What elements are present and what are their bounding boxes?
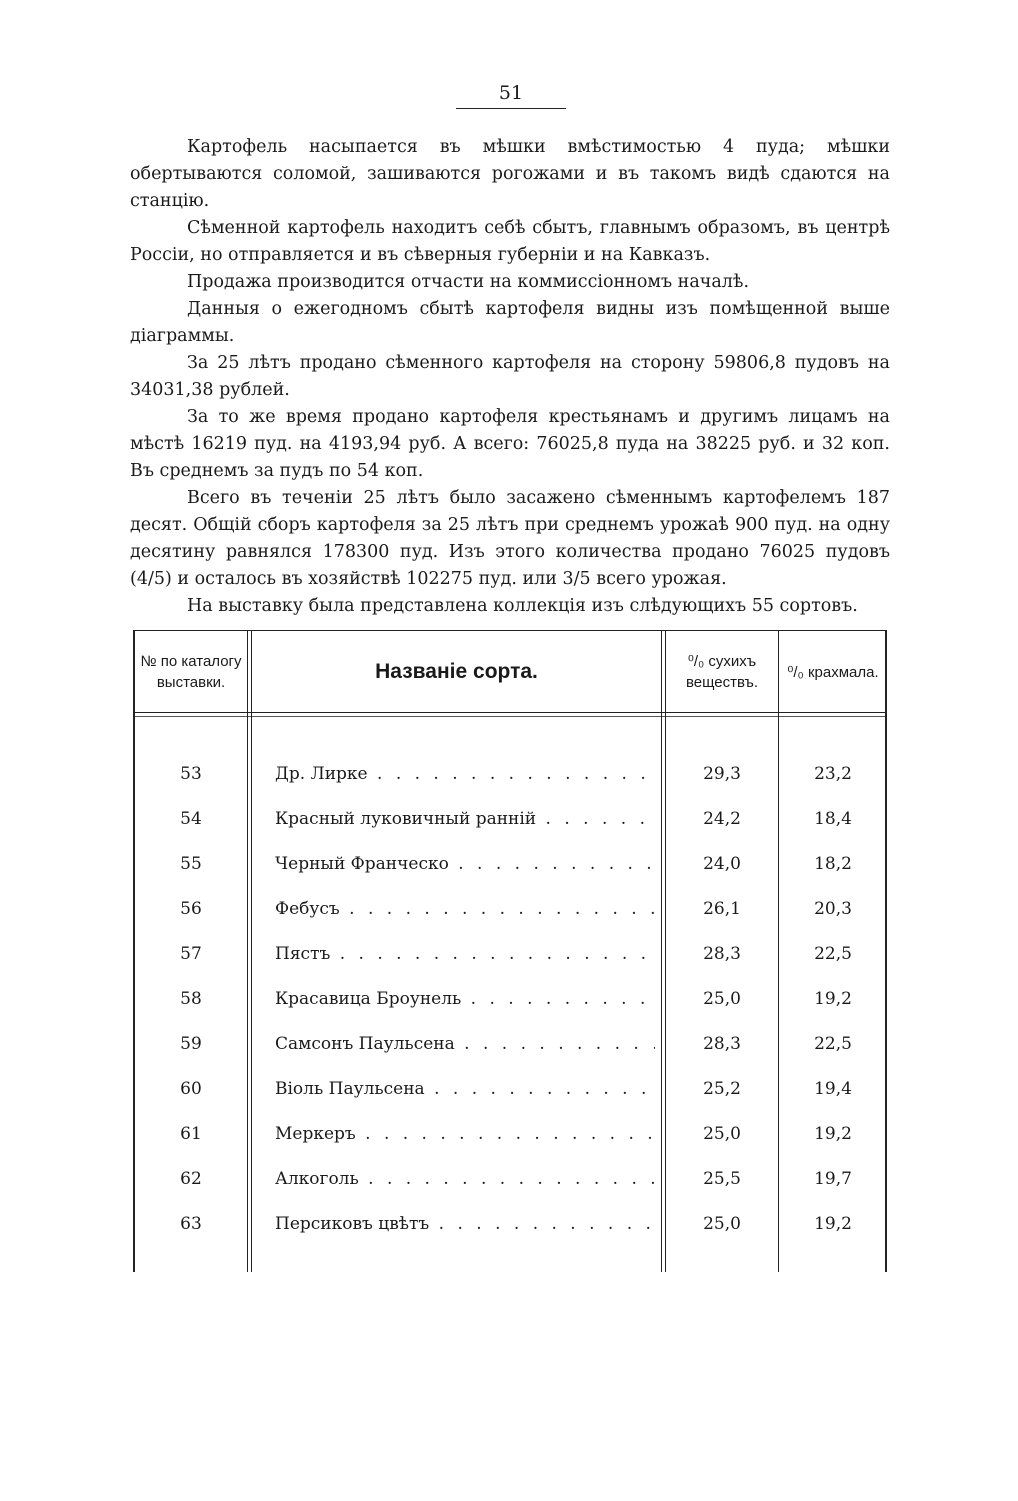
catalog-number: 55 (180, 854, 202, 874)
dry-matter-value: 25,5 (703, 1169, 741, 1189)
catalog-number: 61 (180, 1124, 202, 1144)
starch-value: 20,3 (814, 899, 852, 919)
catalog-number: 62 (180, 1169, 202, 1189)
paragraph: На выставку была представлена коллекція изъ слѣдующихъ 55 сортовъ. (187, 596, 858, 616)
table-row (135, 893, 889, 938)
potato-varieties-table (133, 630, 887, 1272)
table-row (135, 1163, 889, 1208)
header-variety-name: Названіе сорта. (375, 660, 538, 683)
variety-name: Персиковъ цвѣтъ . . . (275, 1214, 655, 1234)
dry-matter-value: 25,0 (703, 1214, 741, 1234)
table-row (135, 938, 889, 983)
starch-value: 19,2 (814, 1124, 852, 1144)
paragraph: Продажа производится отчасти на коммиссіонномъ началѣ. (187, 272, 750, 292)
paragraph: За то же время продано картофеля крестьянамъ и другимъ лицамъ на мѣстѣ 16219 пуд. на 4193,94 руб. А всего: 76025,8 пуда на 38225 руб. и 32 коп. Въ среднемъ за пудъ по 54 коп. (130, 407, 890, 481)
paragraph: За 25 лѣтъ продано сѣменного картофеля на сторону 59806,8 пудовъ на 34031,38 рублей. (130, 353, 890, 400)
starch-value: 22,5 (814, 944, 852, 964)
starch-value: 18,2 (814, 854, 852, 874)
paragraph: Сѣменной картофель находитъ себѣ сбытъ, главнымъ образомъ, въ центрѣ Россіи, но отправляется и въ сѣверныя губерніи и на Кавказъ. (130, 218, 890, 265)
starch-value: 19,7 (814, 1169, 852, 1189)
dry-matter-value: 29,3 (703, 764, 741, 784)
page-number: 51 (498, 82, 524, 104)
paragraph: Данныя о ежегодномъ сбытѣ картофеля видны изъ помѣщенной выше діаграммы. (130, 299, 890, 346)
catalog-number: 63 (180, 1214, 202, 1234)
dry-matter-value: 26,1 (703, 899, 741, 919)
table-row (135, 1208, 889, 1253)
starch-value: 22,5 (814, 1034, 852, 1054)
catalog-number: 53 (180, 764, 202, 784)
table-row (135, 758, 889, 803)
table-row (135, 983, 889, 1028)
variety-name: Алкоголь . . . (275, 1169, 655, 1189)
catalog-number: 56 (180, 899, 202, 919)
table-row (135, 1028, 889, 1073)
variety-name: Красный луковичный ранній . . . (275, 809, 655, 829)
catalog-number: 60 (180, 1079, 202, 1099)
variety-name: Самсонъ Паульсена . . . (275, 1034, 655, 1054)
variety-name: Черный Франческо . . . (275, 854, 655, 874)
table-row (135, 848, 889, 893)
dry-matter-value: 25,0 (703, 1124, 741, 1144)
variety-name: Красавица Броунель . . . (275, 989, 655, 1009)
dry-matter-value: 25,2 (703, 1079, 741, 1099)
table-row (135, 803, 889, 848)
starch-value: 19,2 (814, 989, 852, 1009)
table-body (135, 758, 889, 1253)
page-number-rule (456, 108, 566, 109)
catalog-number: 59 (180, 1034, 202, 1054)
dry-matter-value: 24,0 (703, 854, 741, 874)
variety-name: Др. Лирке . . . (275, 764, 655, 784)
variety-name: Віоль Паульсена . . . (275, 1079, 655, 1099)
variety-name: Меркеръ . . . (275, 1124, 655, 1144)
dry-matter-value: 28,3 (703, 944, 741, 964)
starch-value: 18,4 (814, 809, 852, 829)
header-catalog-number: № по каталогу выставки. (140, 653, 242, 691)
dry-matter-value: 28,3 (703, 1034, 741, 1054)
starch-value: 19,4 (814, 1079, 852, 1099)
starch-value: 19,2 (814, 1214, 852, 1234)
starch-value: 23,2 (814, 764, 852, 784)
body-text (130, 134, 890, 620)
table-row (135, 1073, 889, 1118)
table-row (135, 1118, 889, 1163)
header-dry-matter: ⁰/₀ сухихъ веществъ. (685, 653, 759, 691)
dry-matter-value: 25,0 (703, 989, 741, 1009)
paragraph: Всего въ теченіи 25 лѣтъ было засажено сѣменнымъ картофелемъ 187 десят. Общій сборъ картофеля за 25 лѣтъ при среднемъ урожаѣ 900 пуд. на одну десятину равнялся 178300 пуд. Изъ этого количества продано 76025 пудовъ (4/5) и осталось въ хозяйствѣ 102275 пуд. или 3/5 всего урожая. (130, 488, 890, 589)
catalog-number: 58 (180, 989, 202, 1009)
catalog-number: 54 (180, 809, 202, 829)
dry-matter-value: 24,2 (703, 809, 741, 829)
variety-name: Пястъ . . . (275, 944, 655, 964)
variety-name: Фебусъ . . . (275, 899, 655, 919)
catalog-number: 57 (180, 944, 202, 964)
header-starch: ⁰/₀ крахмала. (787, 663, 879, 681)
paragraph: Картофель насыпается въ мѣшки вмѣстимостью 4 пуда; мѣшки обертываются соломой, зашиваются рогожами и въ такомъ видѣ сдаются на станцію. (130, 137, 890, 211)
